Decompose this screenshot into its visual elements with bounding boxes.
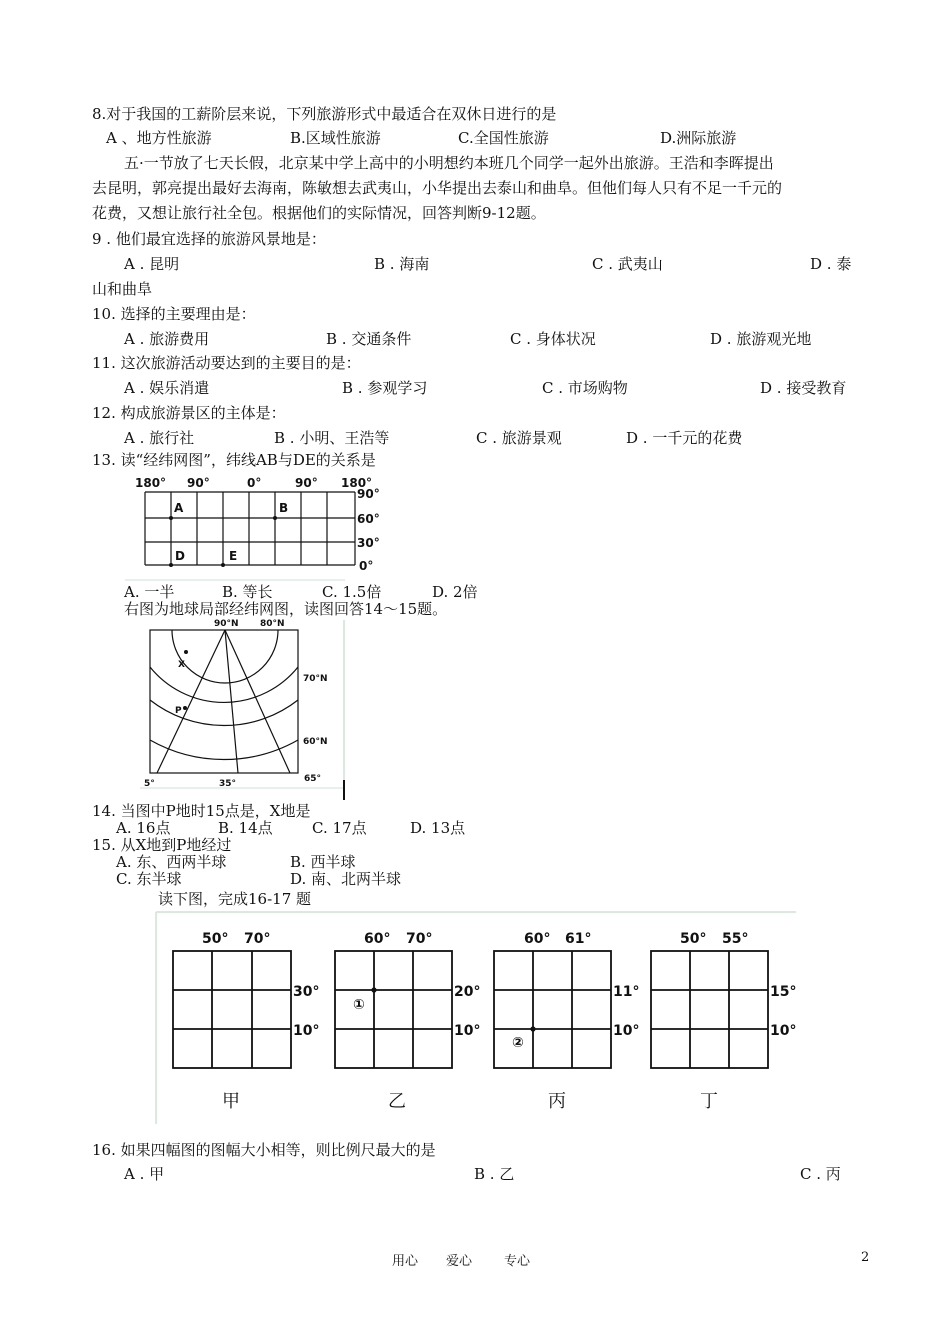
polar-bottom-label-2: 35°: [219, 779, 237, 789]
q16-option-c: C . 丙: [800, 1165, 841, 1183]
polar-bottom-label-3: 65°: [304, 774, 322, 784]
map-jia-lat-1: 30°: [293, 984, 320, 1000]
q8-stem: 8.对于我国的工薪阶层来说，下列旅游形式中最适合在双休日进行的是: [92, 105, 557, 123]
q8-option-b: B.区域性旅游: [290, 129, 381, 147]
map-bing-lon-1: 60°: [524, 931, 551, 947]
polar-top-label-1: 90°N: [214, 619, 239, 629]
q8-option-c: C.全国性旅游: [458, 129, 549, 147]
footer-motto-1: 用心: [392, 1254, 419, 1269]
q16-stem: 16. 如果四幅图的图幅大小相等，则比例尺最大的是: [92, 1141, 436, 1159]
q15-stem: 15. 从X地到P地经过: [92, 836, 232, 854]
grid-right-label-3: 30°: [357, 536, 380, 550]
map-jia-lon-2: 70°: [244, 931, 271, 947]
polar-bottom-label-1: 5°: [144, 779, 155, 789]
q8-option-d: D.洲际旅游: [660, 129, 737, 147]
point-b-dot: [273, 516, 277, 520]
map-jia-lon-1: 50°: [202, 931, 229, 947]
q13-option-c: C. 1.5倍: [322, 583, 382, 601]
map-yi-lat-2: 10°: [454, 1023, 481, 1039]
passage-line-2: 去昆明，郭亮提出最好去海南，陈敏想去武夷山，小华提出去泰山和曲阜。但他们每人只有不足一千元的: [92, 179, 783, 197]
grid-top-label-5: 180°: [341, 476, 373, 490]
map-ding-lon-1: 50°: [680, 931, 707, 947]
q12-option-c: C . 旅游景观: [476, 429, 562, 447]
passage-line-1: 五·一节放了七天长假，北京某中学上高中的小明想约本班几个同学一起外出旅游。王浩和李晖提出: [124, 154, 774, 172]
q10-option-d: D . 旅游观光地: [710, 330, 812, 348]
q9-option-d: D . 泰: [810, 255, 852, 273]
q12-stem: 12. 构成旅游景区的主体是：: [92, 404, 286, 422]
q10-option-b: B . 交通条件: [326, 330, 412, 348]
point-b-label: B: [279, 501, 289, 515]
q15-option-b: B. 西半球: [290, 853, 356, 871]
q16-option-b: B . 乙: [474, 1165, 515, 1183]
point-e-label: E: [229, 549, 238, 563]
map-ding: [651, 931, 796, 1112]
q14-stem: 14. 当图中P地时15点是，X地是: [92, 802, 311, 820]
q16-option-a: A . 甲: [124, 1165, 165, 1183]
map-bing-caption: 丙: [548, 1091, 566, 1112]
q15-option-d: D. 南、北两半球: [290, 870, 402, 888]
grid-top-label-2: 90°: [187, 476, 210, 490]
four-grid-maps: [150, 910, 800, 1130]
point-x-dot: [184, 650, 188, 654]
map-yi-lon-1: 60°: [364, 931, 391, 947]
point-p-label: P: [175, 706, 182, 716]
map-bing-marker: ②: [512, 1035, 524, 1051]
map-ding-lat-2: 10°: [770, 1023, 797, 1039]
map-ding-caption: 丁: [700, 1091, 718, 1112]
q16-intro: 读下图，完成16-17 题: [158, 890, 312, 908]
map-jia-lat-2: 10°: [293, 1023, 320, 1039]
footer-motto-3: 专心: [504, 1254, 531, 1269]
q12-option-b: B . 小明、王浩等: [274, 429, 390, 447]
polar-top-label-2: 80°N: [260, 619, 285, 629]
q13-option-d: D. 2倍: [432, 583, 478, 601]
q14-option-a: A. 16点: [116, 819, 171, 837]
q12-option-d: D . 一千元的花费: [626, 429, 743, 447]
q10-option-c: C . 身体状况: [510, 330, 596, 348]
q13-option-a: A. 一半: [124, 583, 175, 601]
polar-right-label-2: 60°N: [303, 737, 328, 747]
q13-stem: 13. 读“经纬网图”，纬线AB与DE的关系是: [92, 451, 376, 469]
map-yi-caption: 乙: [388, 1091, 406, 1112]
passage-line-3: 花费，又想让旅行社全包。根据他们的实际情况，回答判断9-12题。: [92, 204, 546, 222]
point-p-dot: [183, 706, 187, 710]
grid-right-label-4: 0°: [359, 559, 374, 573]
polar-right-label-1: 70°N: [303, 674, 328, 684]
map-yi-marker: ①: [353, 997, 365, 1013]
map-bing-lat-2: 10°: [613, 1023, 640, 1039]
q9-option-c: C . 武夷山: [592, 255, 663, 273]
page-number: 2: [861, 1250, 870, 1265]
q10-option-a: A . 旅游费用: [124, 330, 210, 348]
grid-right-label-2: 60°: [357, 512, 380, 526]
map-yi-lon-2: 70°: [406, 931, 433, 947]
grid-right-label-1: 90°: [357, 487, 380, 501]
footer-motto-2: 爱心: [446, 1254, 473, 1269]
polar-map-lines: [150, 630, 298, 773]
q11-stem: 11. 这次旅游活动要达到的主要目的是：: [92, 354, 361, 372]
q11-option-d: D . 接受教育: [760, 379, 847, 397]
q14-option-c: C. 17点: [312, 819, 367, 837]
map-ding-lat-1: 15°: [770, 984, 797, 1000]
q11-option-a: A . 娱乐消遣: [124, 379, 210, 397]
q14-intro: 右图为地球局部经纬网图，读图回答14～15题。: [124, 600, 448, 618]
q9-stem: 9 . 他们最宜选择的旅游风景地是：: [92, 230, 326, 248]
q14-option-b: B. 14点: [218, 819, 273, 837]
q15-option-c: C. 东半球: [116, 870, 182, 888]
q13-option-b: B. 等长: [222, 583, 273, 601]
graticule-figure: [125, 472, 385, 582]
map-bing: [494, 931, 639, 1112]
point-d-label: D: [175, 549, 185, 563]
q9-option-d-continuation: 山和曲阜: [92, 280, 153, 298]
grid-top-label-1: 180°: [135, 476, 167, 490]
map-bing-lat-1: 11°: [613, 984, 640, 1000]
q8-option-a: A 、地方性旅游: [106, 129, 212, 147]
map-ding-lon-2: 55°: [722, 931, 749, 947]
q12-option-a: A . 旅行社: [124, 429, 195, 447]
q11-option-c: C . 市场购物: [542, 379, 628, 397]
point-d-dot: [169, 563, 173, 567]
point-x-label: X: [178, 660, 185, 670]
polar-graticule-map: [140, 612, 350, 802]
map-bing-lon-2: 61°: [565, 931, 592, 947]
point-a-dot: [169, 516, 173, 520]
map-jia: [173, 931, 319, 1112]
map-yi-lat-1: 20°: [454, 984, 481, 1000]
point-e-dot: [221, 563, 225, 567]
map-jia-caption: 甲: [222, 1091, 240, 1112]
map-yi: [335, 931, 480, 1112]
grid-top-label-4: 90°: [295, 476, 318, 490]
q9-option-a: A . 昆明: [124, 255, 180, 273]
grid-top-label-3: 0°: [247, 476, 262, 490]
point-a-label: A: [174, 501, 184, 515]
q14-option-d: D. 13点: [410, 819, 466, 837]
q10-stem: 10. 选择的主要理由是：: [92, 305, 256, 323]
q15-option-a: A. 东、西两半球: [116, 853, 227, 871]
q9-option-b: B . 海南: [374, 255, 430, 273]
q11-option-b: B . 参观学习: [342, 379, 428, 397]
